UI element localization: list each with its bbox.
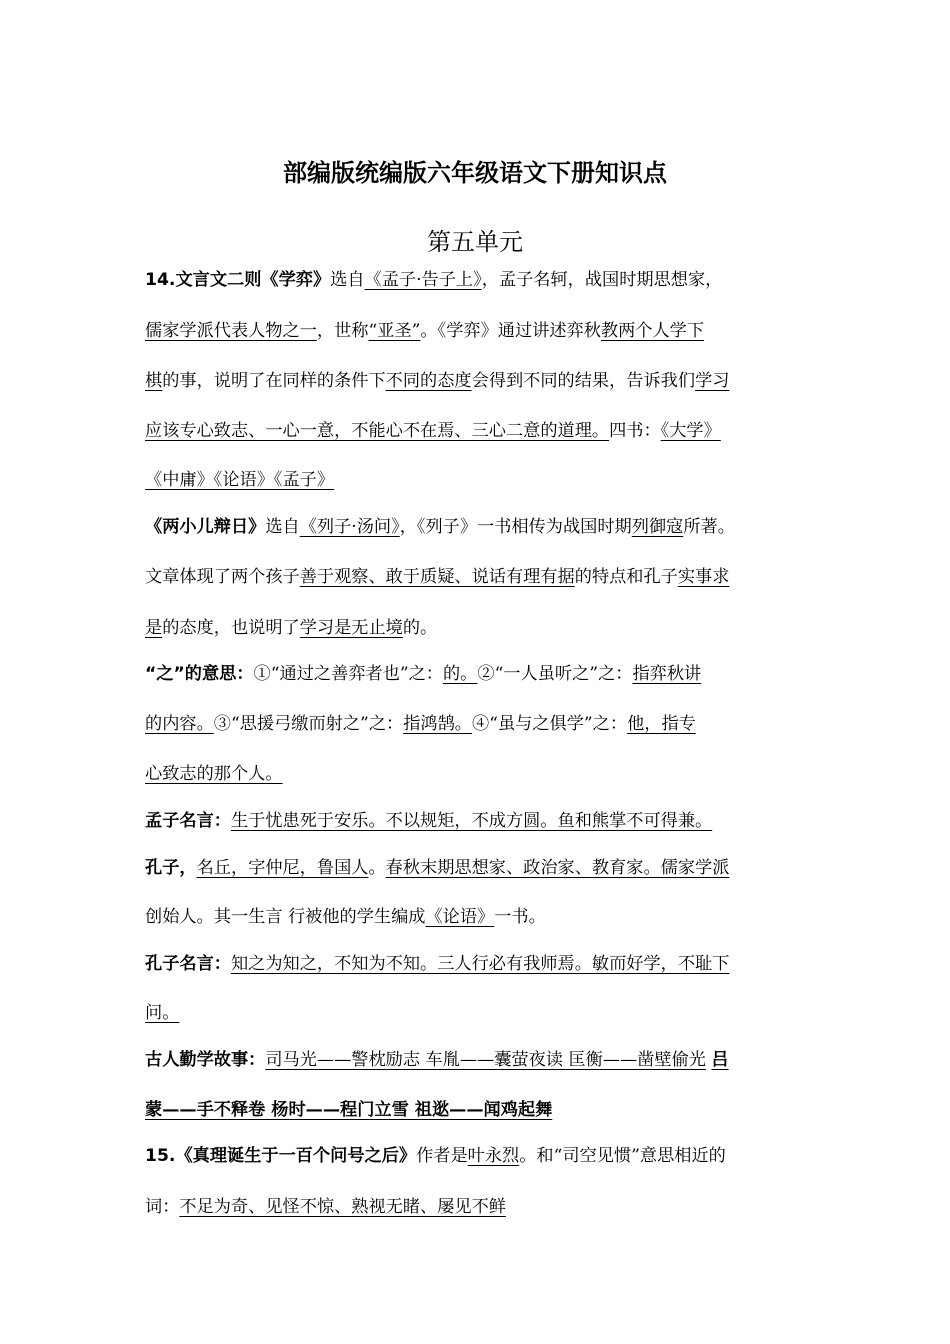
kongzi-label: 孔子， [145,858,197,878]
sec15-line-1: 15.《真理诞生于一百个问号之后》作者是叶永烈。和“司空见惯”意思相近的 [145,1146,726,1166]
kongzi-quotes-line-1: 孔子名言：知之为知之，不知为不知。三人行必有我师焉。敏而好学，不耻下 [145,954,730,974]
stories-line-2: 蒙——手不释卷 杨时——程门立雪 祖逖——闻鸡起舞 [145,1100,553,1120]
sec14-label: 14.文言文二则《学弈》 [145,270,331,290]
sec14-line-4: 应该专心致志、一心一意，不能心不在焉、三心二意的道理。四书：《大学》 [145,421,721,441]
kongzi-quotes-line-2: 问。 [145,1003,180,1023]
liangxiaoer-line-1: 《两小儿辩日》选自《列子·汤问》，《列子》一书相传为战国时期列御寇所著。 [145,517,735,537]
page-title: 部编版统编版六年级语文下册知识点 [283,159,667,187]
sec14-line-2: 儒家学派代表人物之一，世称“亚圣”。《学弈》通过讲述弈秋教两个人学下 [145,321,705,341]
sec14-line-5: 《中庸》《论语》《孟子》 [145,470,335,490]
kongzi-quotes-label: 孔子名言： [145,954,231,974]
kongzi-line-2: 创始人。其一生言 行被他的学生编成《论语》一书。 [145,907,546,927]
liangxiaoer-line-2: 文章体现了两个孩子善于观察、敢于质疑、说话有理有据的特点和孔子实事求 [145,567,730,587]
mengzi-line: 孟子名言：生于忧患死于安乐。不以规矩，不成方圆。鱼和熊掌不可得兼。 [145,811,713,831]
liangxiaoer-label: 《两小儿辩日》 [145,517,266,537]
stories-line-1: 古人勤学故事：司马光——警枕励志 车胤——囊萤夜读 匡衡——凿壁偷光 吕 [145,1050,729,1070]
mengzi-label: 孟子名言： [145,811,231,831]
liangxiaoer-line-3: 是的态度，也说明了学习是无止境的。 [145,618,438,638]
zhi-label: “之”的意思： [145,664,254,684]
zhi-line-3: 心致志的那个人。 [145,764,283,784]
sec15-line-2: 词：不足为奇、见怪不惊、熟视无睹、屡见不鲜 [145,1197,506,1217]
unit-title: 第五单元 [427,228,523,256]
zhi-line-2: 的内容。③“思援弓缴而射之”之：指鸿鹄。④“虽与之俱学”之：他，指专 [145,714,696,734]
sec15-label: 15.《真理诞生于一百个问号之后》 [145,1146,417,1166]
zhi-line-1: “之”的意思：①“通过之善弈者也”之：的。②“一人虽听之”之：指弈秋讲 [145,664,702,684]
sec14-line-1: 14.文言文二则《学弈》选自《孟子·告子上》，孟子名轲，战国时期思想家， [145,270,723,290]
sec14-line-3: 棋的事，说明了在同样的条件下不同的态度会得到不同的结果，告诉我们学习 [145,371,730,391]
kongzi-line-1: 孔子，名丘，字仲尼，鲁国人。春秋末期思想家、政治家、教育家。儒家学派 [145,858,730,878]
stories-label: 古人勤学故事： [145,1050,266,1070]
